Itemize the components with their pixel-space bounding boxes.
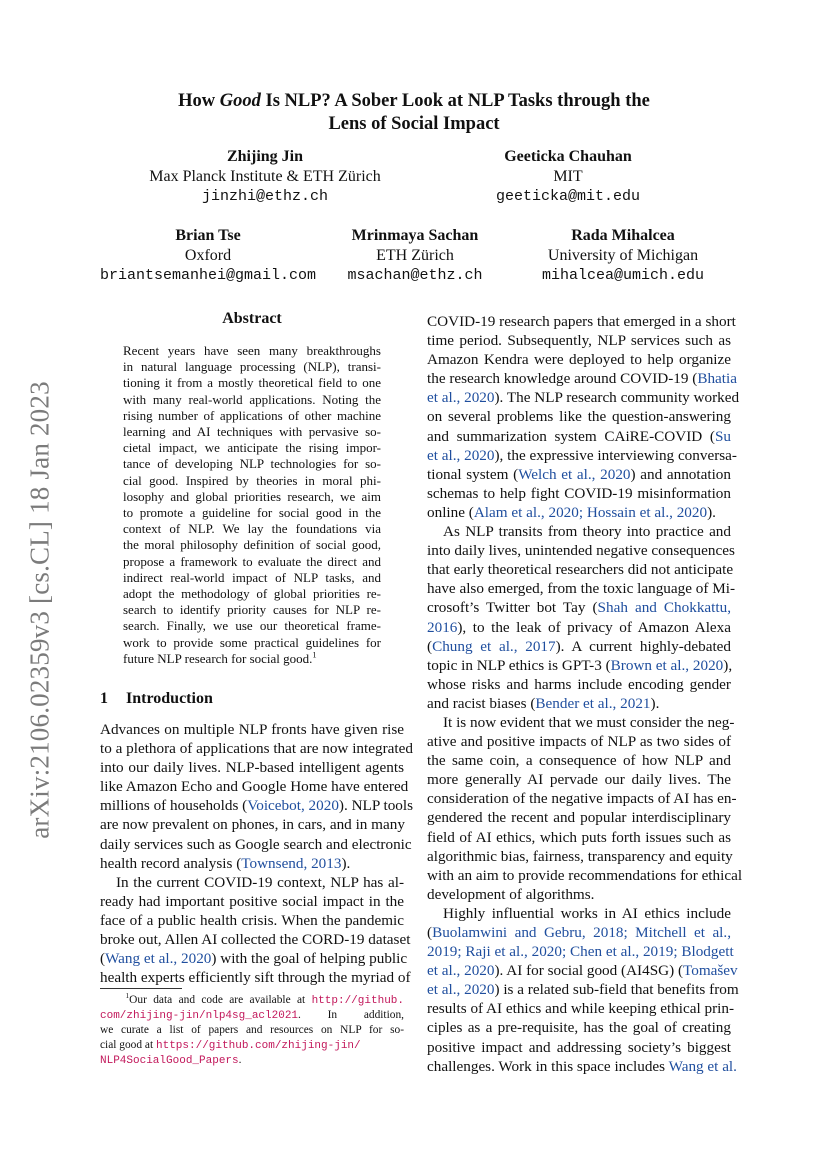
author-name: Brian Tse	[175, 227, 241, 244]
text-line: tioning it from a mostly theoretical field to one	[123, 375, 381, 391]
text-line	[427, 388, 740, 407]
citation-link[interactable]: Su	[714, 427, 731, 445]
text-line: tance of developing NLP technologies for so-	[123, 456, 381, 472]
author-email: msachan@ethz.ch	[347, 267, 483, 284]
text-line	[427, 656, 731, 675]
author-affiliation: Max Planck Institute & ETH Zürich	[149, 168, 381, 185]
text-line: cietal impact, we anticipate the rising impor-	[123, 440, 381, 456]
text-line: that early theoretical researchers did not anticipate	[427, 561, 734, 579]
text-line: into our daily lives. NLP-based intelligent agents	[100, 759, 404, 777]
left-column-body	[100, 720, 414, 987]
citation-link[interactable]: Voicebot, 2020	[247, 797, 339, 815]
text-line	[100, 796, 414, 815]
text-fragment: and racist biases (	[427, 694, 536, 712]
text-line: positive impact and addressing society’s biggest	[427, 1038, 731, 1056]
text-line: ative and positive impacts of NLP as two sides of	[427, 733, 731, 751]
text-line	[427, 427, 731, 446]
text-line: face of a public health crisis. When the pandemic	[100, 911, 404, 929]
text-line: adopt the methodology of global priorities re-	[123, 586, 381, 602]
citation-link[interactable]: et al., 2020	[427, 981, 495, 999]
text-fragment: and summarization system CAiRE-COVID (	[427, 427, 715, 445]
text-fragment: ),	[723, 656, 733, 674]
text-line: ready had important positive social impact in the	[100, 892, 404, 910]
text-line: Recent years have seen many breakthroughs	[123, 343, 381, 358]
author-email: mihalcea@umich.edu	[541, 267, 705, 284]
text-line: schemas to help fight COVID-19 misinformation	[427, 484, 731, 502]
author-name: Zhijing Jin	[226, 148, 304, 165]
text-line: broke out, Allen AI collected the CORD-19 dataset	[100, 931, 411, 949]
text-fragment: (	[427, 924, 433, 941]
paragraph	[100, 873, 411, 988]
text-fragment: tional system (	[427, 465, 519, 483]
text-fragment: ). A current highly-debated	[555, 637, 731, 655]
text-line: health experts efficiently sift through the myriad of	[100, 969, 411, 987]
text-line: Advances on multiple NLP fronts have given rise	[100, 721, 404, 738]
text-line: the moral philosophy definition of social good,	[123, 537, 381, 553]
author-block-mihalcea	[528, 226, 718, 286]
citation-link[interactable]: Townsend, 2013	[241, 854, 342, 872]
citation-link[interactable]: 2016	[427, 618, 458, 636]
text-line: to promote a guideline for social good in the	[123, 505, 381, 521]
paragraph	[427, 713, 743, 904]
text-line: to a plethora of applications that are now integrated	[100, 740, 413, 758]
right-column-body	[427, 312, 743, 1076]
paragraph	[100, 720, 414, 873]
abstract-body	[123, 343, 381, 667]
text-line: more generally AI pervade our daily lives. The	[427, 771, 731, 789]
paper-title-line-2: Lens of Social Impact	[328, 114, 500, 134]
text-line: search. Finally, we use our theoretical frame-	[123, 618, 381, 634]
text-line: Highly influential works in AI ethics include	[443, 904, 731, 922]
author-block-tse	[86, 226, 330, 286]
text-fragment: health record analysis (	[100, 854, 242, 872]
section-number: 1	[100, 690, 108, 707]
text-line: in natural language processing (NLP), transi-	[123, 359, 381, 375]
text-line: learning and AI techniques with pervasive so-	[123, 424, 381, 440]
author-affiliation: Oxford	[184, 247, 232, 264]
author-block-jin	[140, 147, 390, 207]
text-fragment: ), the expressive interviewing conversa-	[494, 446, 737, 464]
footnote-url-link[interactable]: https://github.com/zhijing-jin/	[156, 1039, 361, 1052]
text-line: like Amazon Echo and Google Home have entered	[100, 778, 409, 796]
citation-link[interactable]: Chung et al., 2017	[432, 637, 556, 655]
citation-link[interactable]: et al., 2020	[427, 389, 495, 407]
footnote-url-link[interactable]: http://github.	[311, 995, 404, 1007]
text-line: work to provide some practical guidelines for	[123, 634, 381, 650]
text-line	[427, 465, 731, 484]
text-line	[427, 980, 739, 999]
text-fragment: ) and annotation	[630, 465, 731, 483]
author-block-sachan	[336, 226, 494, 286]
citation-link[interactable]: Bhatia	[697, 370, 737, 388]
footnote-line: we curate a list of papers and resources on NLP for so-	[100, 1024, 404, 1037]
text-fragment: (	[427, 637, 433, 655]
text-fragment: ), to the leak of privacy of Amazon Alexa	[457, 618, 731, 636]
citation-link[interactable]: Welch et al., 2020	[518, 465, 631, 483]
text-fragment: topic in NLP ethics is GPT-3 (	[427, 656, 611, 674]
text-line: daily services such as Google search and electronic	[100, 835, 412, 853]
text-line	[427, 942, 734, 961]
text-line: As NLP transits from theory into practice and	[443, 523, 731, 541]
footnote-text: cial good at	[100, 1038, 156, 1051]
text-fragment: (	[100, 950, 106, 968]
text-line: propose a framework to evaluate the direct and	[123, 553, 381, 569]
text-fragment: challenges. Work in this space includes	[427, 1057, 669, 1075]
footnote-line	[100, 1008, 404, 1023]
text-fragment: ) with the goal of helping public	[211, 950, 408, 968]
text-line: consideration of the negative impacts of AI has en-	[427, 790, 737, 808]
citation-link[interactable]: Tomašev	[683, 962, 738, 980]
text-line	[427, 369, 737, 388]
text-line	[427, 923, 731, 942]
text-line: algorithmic bias, fairness, transparency and equity	[427, 847, 733, 865]
text-fragment: ).	[707, 503, 716, 521]
text-fragment: the research knowledge around COVID-19 (	[427, 370, 698, 388]
text-fragment: ).	[650, 694, 660, 712]
text-line	[427, 961, 738, 980]
footnote-line	[100, 1053, 404, 1068]
text-line: with an aim to provide recommendations for ethical	[427, 866, 743, 884]
paragraph	[427, 904, 739, 1076]
text-line	[427, 637, 731, 656]
text-fragment: ).	[341, 854, 351, 872]
arxiv-identifier: arXiv:2106.02359v3 [cs.CL] 18 Jan 2023	[24, 381, 55, 839]
author-affiliation: University of Michigan	[547, 247, 699, 264]
text-fragment: online (	[427, 503, 474, 521]
text-line	[427, 446, 737, 465]
author-block-chauhan	[448, 147, 688, 207]
footnote-url-link[interactable]: NLP4SocialGood_Papers	[100, 1054, 239, 1067]
title-text-post: Is NLP? A Sober Look at NLP Tasks through the	[260, 91, 650, 111]
arxiv-stamp	[18, 370, 62, 850]
paragraph	[427, 522, 736, 713]
section-title: Introduction	[126, 690, 213, 707]
citation-link[interactable]: Buolamwini and Gebru, 2018; Mitchell et al.,	[432, 924, 731, 941]
paragraph	[427, 312, 740, 522]
footnote-url-link[interactable]: com/zhijing-jin/nlp4sg_acl2021	[100, 1010, 299, 1023]
text-line	[427, 598, 731, 617]
text-line	[427, 1057, 737, 1076]
text-line: Amazon Kendra were deployed to help organize	[427, 351, 731, 369]
text-line	[100, 949, 408, 968]
citation-link[interactable]: Shah and Chokkattu,	[597, 599, 731, 617]
text-line	[100, 854, 404, 873]
citation-link[interactable]: Wang et al.	[668, 1057, 737, 1075]
citation-link[interactable]: et al., 2020	[427, 446, 495, 464]
text-line: on several problems like the question-answering	[427, 408, 731, 426]
text-line: ciples as a pre-requisite, has the goal of creating	[427, 1019, 731, 1037]
text-fragment: millions of households (	[100, 797, 248, 815]
text-line: into daily lives, unintended negative consequences	[427, 542, 735, 560]
citation-link[interactable]: et al., 2020	[427, 962, 495, 980]
author-email: briantsemanhei@gmail.com	[99, 267, 317, 284]
text-line: rising number of applications of other machine	[123, 407, 381, 423]
citation-link[interactable]: Bender et al., 2021	[535, 694, 651, 712]
text-line: results of AI ethics and while keeping ethical prin-	[427, 1000, 735, 1018]
author-affiliation: ETH Zürich	[376, 247, 454, 264]
text-fragment: ). AI for social good (AI4SG) (	[494, 962, 684, 980]
text-line	[427, 694, 731, 713]
title-emphasis: Good	[219, 91, 261, 111]
text-line	[427, 618, 731, 637]
footnote-line	[100, 1038, 404, 1053]
text-fragment: ). The NLP research community worked	[494, 389, 740, 407]
footnote-text: . In addition,	[298, 1009, 404, 1022]
author-email: jinzhi@ethz.ch	[201, 188, 329, 205]
text-fragment: ) is a related sub-field that benefits from	[494, 981, 739, 999]
text-line: have also emerged, from the toxic language of Mi-	[427, 580, 736, 598]
text-line: It is now evident that we must consider the neg-	[443, 713, 735, 731]
text-line: indirect real-world impact of NLP tasks, and	[123, 569, 381, 585]
text-line: COVID-19 research papers that emerged in a short	[427, 313, 736, 330]
title-text-pre: How	[178, 91, 220, 111]
author-name: Rada Mihalcea	[571, 227, 675, 244]
section-heading-introduction	[100, 690, 213, 708]
paper-title-line-1	[100, 90, 728, 113]
text-line: with many real-world applications. Noting the	[123, 391, 381, 407]
footnote-text: .	[238, 1053, 242, 1066]
text-line: time period. Subsequently, NLP services such as	[427, 332, 731, 350]
text-line: whose risks and harms include encoding gender	[427, 675, 731, 693]
footnote-rule	[100, 988, 182, 989]
author-name: Mrinmaya Sachan	[351, 227, 479, 244]
citation-link[interactable]: Wang et al., 2020	[105, 950, 212, 968]
footnote-mark: 1	[312, 649, 317, 660]
abstract-heading: Abstract	[222, 310, 282, 327]
text-line: losophy and global priorities research, we aim	[123, 488, 381, 504]
footnote-text: Our data and code are available at	[129, 994, 312, 1006]
citation-link[interactable]: 2019; Raji et al., 2020; Chen et al., 2019; Blodgett	[427, 943, 734, 961]
text-fragment: ). NLP tools	[338, 797, 414, 815]
text-line: development of algorithms.	[427, 885, 595, 903]
text-line	[427, 503, 731, 522]
text-line: future NLP research for social good.$^1$	[123, 649, 317, 666]
text-line: context of NLP. We lay the foundations via	[123, 521, 381, 537]
text-line: are now prevalent on phones, in cars, and in many	[100, 816, 405, 834]
footnote-line	[100, 993, 404, 1008]
citation-link[interactable]: Alam et al., 2020; Hossain et al., 2020	[473, 503, 708, 521]
author-affiliation: MIT	[553, 168, 583, 185]
footnote-mark: 1	[125, 991, 130, 1001]
text-line: search to identify priority causes for NLP re-	[123, 602, 381, 618]
text-line: gendered the recent and popular interdisciplinary	[427, 809, 731, 827]
citation-link[interactable]: Brown et al., 2020	[610, 656, 724, 674]
text-line: In the current COVID-19 context, NLP has al-	[116, 873, 404, 891]
text-line: field of AI ethics, which puts forth issues such as	[427, 828, 731, 846]
footnote	[100, 993, 404, 1068]
text-line: cial good. Inspired by theories in moral phi-	[123, 472, 381, 488]
author-email: geeticka@mit.edu	[495, 188, 641, 205]
text-fragment: crosoft’s Twitter bot Tay (	[427, 599, 598, 617]
author-name: Geeticka Chauhan	[504, 148, 632, 165]
text-line: the same coin, a consequence of how NLP and	[427, 752, 731, 770]
